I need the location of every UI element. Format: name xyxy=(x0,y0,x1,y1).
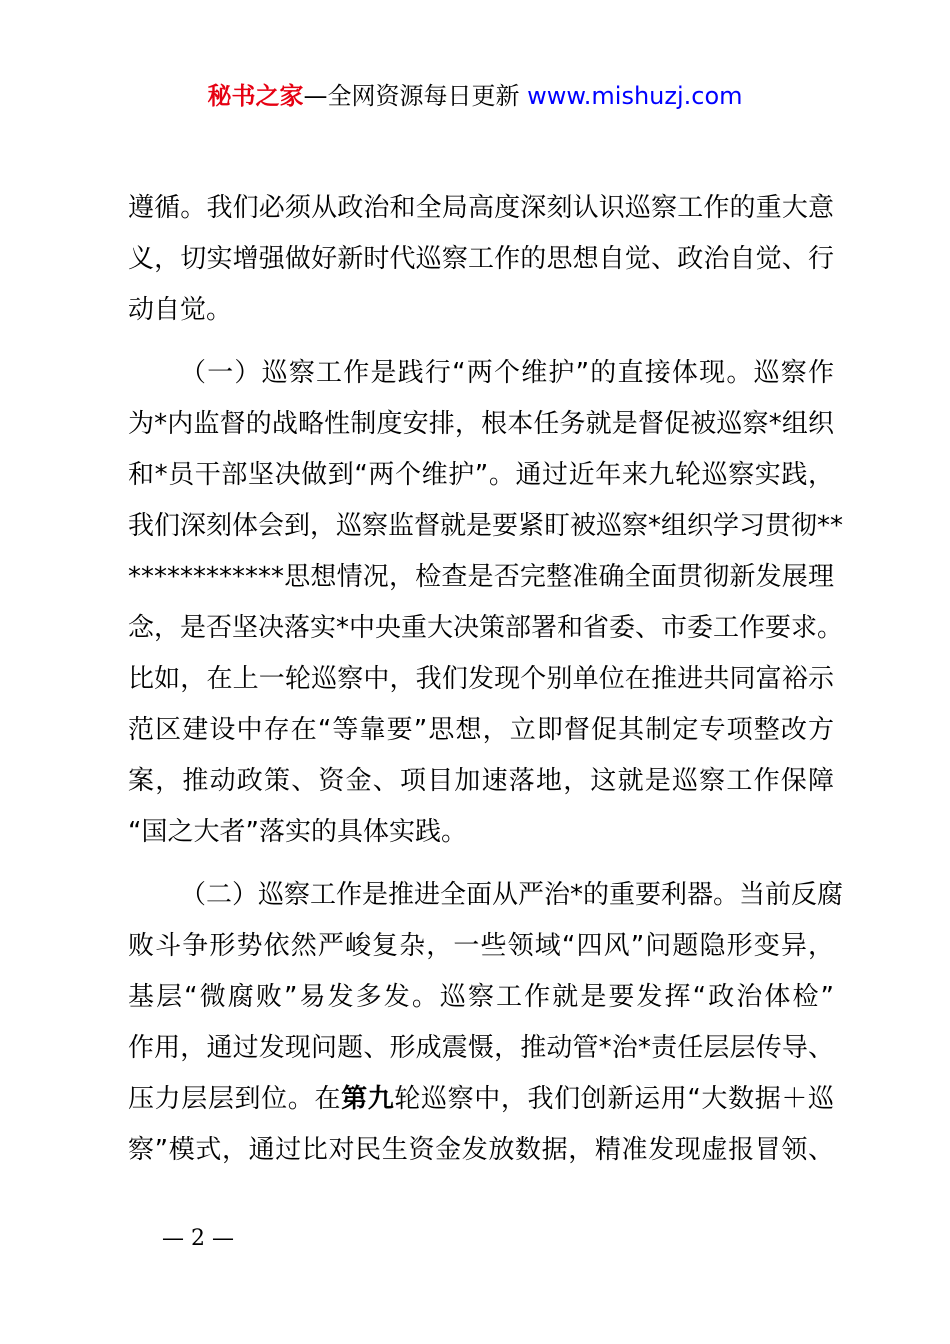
paragraph-3 xyxy=(128,870,844,1176)
text-line: （二）巡察工作是推进全面从严治*的重要利器。当前反腐 xyxy=(180,880,844,910)
text-line: 范区建设中存在“等靠要”思想，立即督促其制定专项整改方 xyxy=(128,715,834,745)
text-line: 为*内监督的战略性制度安排，根本任务就是督促被巡察*组织 xyxy=(128,409,834,439)
text-line: 我们深刻体会到，巡察监督就是要紧盯被巡察*组织学习贯彻** xyxy=(128,511,844,541)
text-line: 比如，在上一轮巡察中，我们发现个别单位在推进共同富裕示 xyxy=(128,664,834,694)
paragraph-2 xyxy=(128,348,844,858)
text-line: 义，切实增强做好新时代巡察工作的思想自觉、政治自觉、行 xyxy=(128,244,834,274)
document-body xyxy=(128,183,844,1176)
site-brand: 秘书之家 xyxy=(207,82,304,110)
text-run: 压力层层到位。在 xyxy=(128,1084,342,1114)
bold-text-run: 第九 xyxy=(341,1084,395,1114)
page-number: — 2 — xyxy=(162,1226,234,1251)
text-run: 轮巡察中，我们创新运用“大数据＋巡 xyxy=(394,1084,834,1114)
text-line: 作用，通过发现问题、形成震慑，推动管*治*责任层层传导、 xyxy=(128,1033,834,1063)
text-line: “国之大者”落实的具体实践。 xyxy=(128,817,467,847)
text-line: （一）巡察工作是践行“两个维护”的直接体现。巡察作 xyxy=(180,358,834,388)
text-line: 案，推动政策、资金、项目加速落地，这就是巡察工作保障 xyxy=(128,766,834,796)
site-tagline: —全网资源每日更新 xyxy=(303,82,528,110)
site-url-link[interactable]: www.mishuzj.com xyxy=(527,82,743,110)
text-line: ************思想情况，检查是否完整准确全面贯彻新发展理 xyxy=(128,562,834,592)
text-line: 败斗争形势依然严峻复杂，一些领域“四风”问题隐形变异， xyxy=(128,931,834,961)
site-header xyxy=(0,80,950,112)
text-line: 察”模式，通过比对民生资金发放数据，精准发现虚报冒领、 xyxy=(128,1135,834,1165)
text-line: 基层“微腐败”易发多发。巡察工作就是要发挥“政治体检” xyxy=(128,982,834,1012)
text-line: 和*员干部坚决做到“两个维护”。通过近年来九轮巡察实践， xyxy=(128,460,834,490)
text-line: 动自觉。 xyxy=(128,295,233,325)
paragraph-1 xyxy=(128,183,834,336)
text-line-mixed xyxy=(128,1074,834,1125)
text-line: 遵循。我们必须从政治和全局高度深刻认识巡察工作的重大意 xyxy=(128,193,834,223)
text-line: 念，是否坚决落实*中央重大决策部署和省委、市委工作要求。 xyxy=(128,613,844,643)
